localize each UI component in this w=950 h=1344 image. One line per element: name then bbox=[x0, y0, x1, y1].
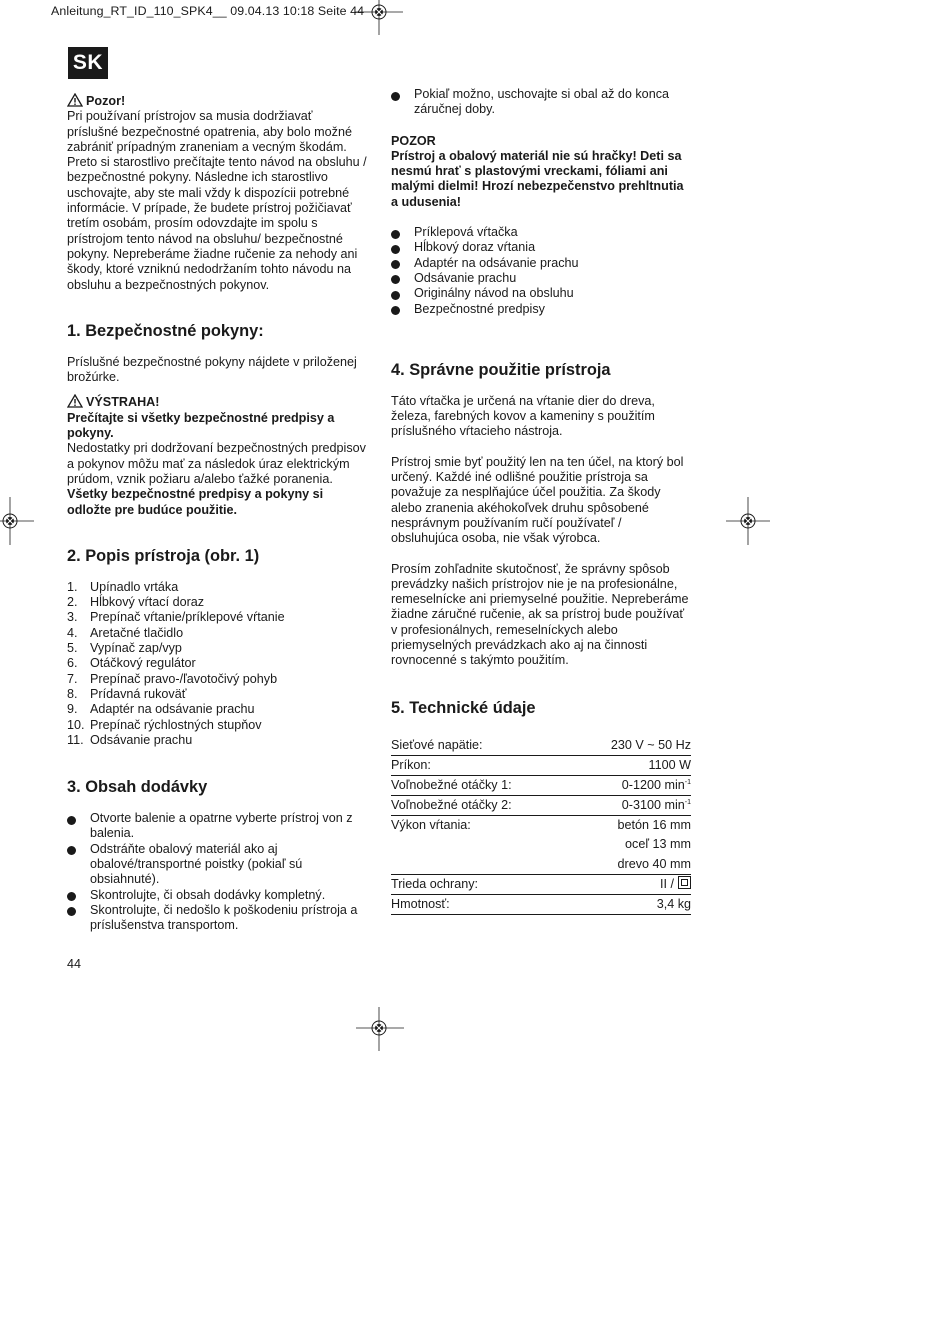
warning-text: Nedostatky pri dodržovaní bezpečnostných predpisov a pokynov môžu mať za následok úraz elektrickým prúdom, vznik požiaru a/alebo ťažké poranenia. bbox=[67, 441, 366, 486]
table-row: Hmotnosť: 3,4 kg bbox=[391, 895, 691, 915]
section-4-paragraph-3: Prosím zohľadnite skutočnosť, že správny spôsob prevádzky našich prístrojov nie je na profesionálne, remeselnícke ani priemyselné použitie. Nepreberáme žiadne záručné ručenie, ak sa prístroj bude používať v profesionálnych, remeselníckych alebo priemyselných prevádzkach ako aj na činnosti rovnocenné s takýmto použitím. bbox=[391, 561, 689, 668]
right-column bbox=[391, 87, 691, 915]
table-row: Voľnobežné otáčky 1: 0-1200 $\min^{-1}$ bbox=[391, 775, 691, 795]
section-1-text: Príslušné bezpečnostné pokyny nájdete v priloženej brožúrke. bbox=[67, 354, 357, 385]
pozor-title: POZOR bbox=[391, 133, 436, 148]
list-item: 11. Odsávanie prachu bbox=[67, 732, 193, 747]
list-item: Odstráňte obalový materiál ako aj obalové/transportné poistky (pokiaľ sú obsiahnuté). bbox=[67, 842, 367, 888]
list-item: Príklepová vŕtačka bbox=[391, 225, 691, 240]
warning-title: VÝSTRAHA! bbox=[86, 395, 160, 410]
warning-bold-text-2: Všetky bezpečnostné predpisy a pokyny si odložte pre budúce použitie. bbox=[67, 487, 324, 517]
section-5-title: 5. Technické údaje bbox=[391, 698, 536, 717]
contents-list bbox=[391, 225, 691, 317]
caution-text: Pri používaní prístrojov sa musia dodržiavať príslušné bezpečnostné opatrenia, aby bolo možné zabrániť prípadným zraneniam a vecným škodám. Preto si starostlivo prečítajte tento návod na obsluhu / bezpečnostné pokyny. Následne ich starostlivo uschovajte, aby ste mali vždy k dispozícii potrebné informácie. V prípade, že budete prístroj požičiavať tretím osobám, prosím odovzdajte im spolu s prístrojom tento návod na obsluhu/ bezpečnostné pokyny. Nepreberáme žiadne ručenie za nehody ani škody, ktoré vzniknú nedodržaním tohto návodu na obsluhu a bezpečnostných pokynov. bbox=[67, 109, 367, 292]
section-3-title: 3. Obsah dodávky bbox=[67, 778, 208, 797]
pozor-text: Prístroj a obalový materiál nie sú hračky! Deti sa nesmú hrať s plastovými vreckami, fóliami ani malými dielmi! Hrozí nebezpečenstvo prehltnutia a udusenia! bbox=[391, 148, 684, 209]
table-row: Trieda ochrany: II / bbox=[391, 874, 691, 894]
list-item: Originálny návod na obsluhu bbox=[391, 286, 691, 301]
list-item: Odsávanie prachu bbox=[391, 271, 691, 286]
section-1-title: 1. Bezpečnostné pokyny: bbox=[67, 321, 264, 340]
list-item: Hĺbkový doraz vŕtania bbox=[391, 240, 691, 255]
list-item: 8. Prídavná rukoväť bbox=[67, 686, 187, 701]
list-item: Pokiaľ možno, uschovajte si obal až do konca záručnej doby. bbox=[391, 87, 691, 118]
running-header: Anleitung_RT_ID_110_SPK4__ 09.04.13 10:18 Seite 44 bbox=[51, 4, 365, 18]
list-item: Skontrolujte, či nedošlo k poškodeniu prístroja a príslušenstva transportom. bbox=[67, 903, 367, 934]
section-4-paragraph-1: Táto vŕtačka je určená na vŕtanie dier do dreva, železa, farebných kovov a kameniny s použitím príslušného vŕtacieho nástroja. bbox=[391, 393, 655, 439]
registration-mark-left bbox=[0, 497, 34, 545]
list-item: 6. Otáčkový regulátor bbox=[67, 656, 196, 671]
list-item: 1. Upínadlo vrtáka bbox=[67, 579, 179, 594]
packaging-list bbox=[391, 87, 691, 118]
list-item: 5. Vypínač zap/vyp bbox=[67, 641, 182, 656]
warning-heading bbox=[67, 394, 367, 410]
warning-triangle-icon bbox=[67, 394, 83, 408]
list-item: 10. Prepínač rýchlostných stupňov bbox=[67, 717, 262, 732]
table-row: drevo 40 mm bbox=[391, 855, 691, 875]
table-row: Príkon: 1100 W bbox=[391, 755, 691, 775]
table-row: oceľ 13 mm bbox=[625, 837, 691, 852]
list-item: 2. Hĺbkový vŕtací doraz bbox=[67, 595, 205, 610]
registration-mark-bottom bbox=[356, 1007, 404, 1051]
section-4-paragraph-2: Prístroj smie byť použitý len na ten účel, na ktorý bol určený. Každé iné odlišné použitie prístroja sa považuje za nesplňajúce účel použitia. Za škody alebo zranenia akéhokoľvek druhu spôsobené nesprávnym používaním ručí používateľ / obsluhujúca osoba, nie však výrobca. bbox=[391, 454, 684, 546]
warning-triangle-icon bbox=[67, 93, 83, 107]
tech-specs-table bbox=[391, 736, 691, 916]
list-item: Otvorte balenie a opatrne vyberte prístroj von z balenia. bbox=[67, 811, 367, 842]
list-item: Bezpečnostné predpisy bbox=[391, 302, 691, 317]
language-badge: SK bbox=[68, 47, 108, 79]
list-item: 7. Prepínač pravo-/ľavotočivý pohyb bbox=[67, 671, 278, 686]
table-row: Výkon vŕtania: betón 16 mm bbox=[391, 818, 691, 833]
table-row: Sieťové napätie: 230 V ~ 50 Hz bbox=[391, 736, 691, 756]
delivery-list bbox=[67, 811, 367, 933]
caution-title: Pozor! bbox=[86, 94, 126, 108]
list-item: 3. Prepínač vŕtanie/príklepové vŕtanie bbox=[67, 610, 285, 625]
warning-bold-text: Prečítajte si všetky bezpečnostné predpisy a pokyny. bbox=[67, 410, 335, 441]
list-item: 4. Aretačné tlačidlo bbox=[67, 625, 184, 640]
table-row: Voľnobežné otáčky 2: 0-3100 $\min^{-1}$ bbox=[391, 796, 691, 816]
registration-mark-top bbox=[355, 0, 403, 35]
list-item: Adaptér na odsávanie prachu bbox=[391, 256, 691, 271]
list-item: Skontrolujte, či obsah dodávky kompletný. bbox=[67, 888, 367, 903]
registration-mark-right bbox=[726, 497, 770, 545]
parts-list bbox=[67, 580, 367, 748]
caution-heading bbox=[67, 93, 367, 109]
protection-class-ii-icon bbox=[678, 876, 691, 889]
page-number: 44 bbox=[67, 957, 82, 971]
section-4-title: 4. Správne použitie prístroja bbox=[391, 360, 611, 379]
section-2-title: 2. Popis prístroja (obr. 1) bbox=[67, 546, 260, 565]
list-item: 9. Adaptér na odsávanie prachu bbox=[67, 702, 255, 717]
left-column bbox=[67, 93, 367, 933]
